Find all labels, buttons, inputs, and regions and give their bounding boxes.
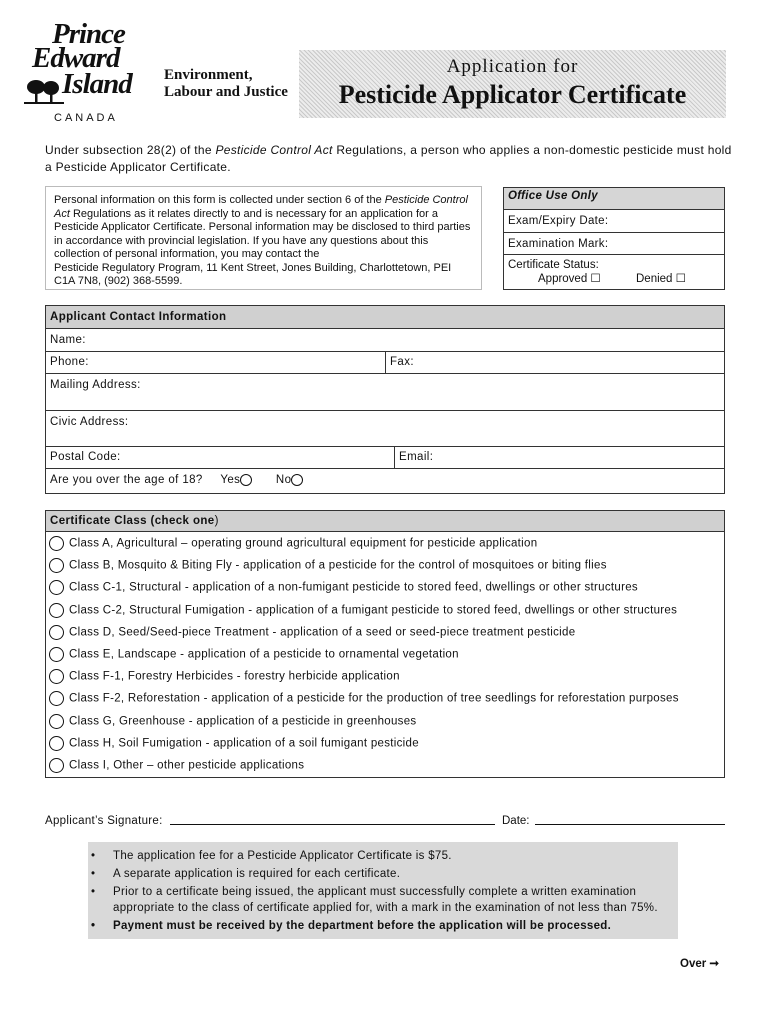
- age-yes-radio-icon[interactable]: [240, 474, 252, 486]
- class-radio-icon[interactable]: [49, 625, 64, 640]
- certificate-class-table: [45, 510, 725, 778]
- postal-email-row: [46, 447, 724, 469]
- certificate-status: [504, 255, 724, 291]
- class-radio-icon[interactable]: [49, 603, 64, 618]
- class-radio-icon[interactable]: [49, 691, 64, 706]
- class-option-label: Class I, Other – other pesticide applications: [69, 759, 305, 772]
- fax-field[interactable]: [386, 352, 418, 373]
- certificate-status-label: Certificate Status:: [508, 259, 599, 271]
- tree-logo-icon: [24, 78, 64, 106]
- class-option-label: Class F-1, Forestry Herbicides - forestry herbicide application: [69, 670, 400, 683]
- class-option-3[interactable]: [49, 603, 677, 618]
- approved-checkbox: Approved ☐: [538, 273, 601, 285]
- department-name-line2: Labour and Justice: [164, 84, 288, 100]
- phone-label: Phone:: [50, 356, 89, 368]
- title-line1: Application for: [446, 56, 579, 77]
- civic-address-field[interactable]: [46, 411, 724, 447]
- class-option-label: Class B, Mosquito & Biting Fly - application of a pesticide for the control of mosquitoes or biting flies: [69, 559, 607, 572]
- class-option-label: Class H, Soil Fumigation - application of a soil fumigant pesticide: [69, 737, 419, 750]
- date-label: Date:: [502, 815, 530, 827]
- date-line[interactable]: [535, 824, 725, 825]
- class-option-10[interactable]: [49, 758, 304, 773]
- postal-code-label: Postal Code:: [50, 451, 121, 463]
- name-row[interactable]: [46, 329, 724, 352]
- class-option-9[interactable]: [49, 736, 419, 751]
- class-option-label: Class C-1, Structural - application of a non-fumigant pesticide to stored feed, dwellings or other structures: [69, 581, 638, 594]
- note-fee: • The application fee for a Pesticide Applicator Certificate is $75.: [88, 848, 678, 864]
- office-use-heading: Office Use Only: [504, 188, 724, 210]
- civic-address-label: Civic Address:: [50, 416, 129, 428]
- class-option-0[interactable]: [49, 536, 537, 551]
- exam-expiry-field: Exam/Expiry Date:: [504, 210, 724, 233]
- office-use-box: [503, 187, 725, 290]
- phone-fax-row: [46, 352, 724, 374]
- denied-checkbox: Denied ☐: [636, 273, 686, 285]
- class-radio-icon[interactable]: [49, 647, 64, 662]
- note-payment: • Payment must be received by the department before the application will be processed.: [88, 918, 678, 934]
- age-yes-label: Yes: [220, 474, 241, 487]
- age-question: [46, 469, 307, 493]
- department-name-line1: Environment,: [164, 67, 253, 83]
- logo-text-prince: Prince: [52, 18, 125, 50]
- signature-line[interactable]: [170, 824, 495, 825]
- age-no-label: No: [275, 474, 292, 487]
- class-option-label: Class C-2, Structural Fumigation - application of a fumigant pesticide to stored feed, dwellings or other structures: [69, 604, 678, 617]
- fax-label: Fax:: [390, 356, 414, 368]
- contact-info-table: [45, 305, 725, 494]
- age-yes-option[interactable]: [220, 474, 252, 486]
- note-exam: • Prior to a certificate being issued, the applicant must successfully complete a written examination appropriate to the class of certificate applied for, with a mark in the examination of not less than 75%.: [88, 884, 678, 916]
- class-option-1[interactable]: [49, 558, 607, 573]
- class-option-6[interactable]: [49, 669, 400, 684]
- mailing-address-field[interactable]: [46, 374, 724, 411]
- logo-country: CANADA: [54, 112, 118, 124]
- notes-box: [88, 842, 678, 939]
- age-row: [46, 469, 724, 493]
- logo-text-island: Island: [62, 68, 132, 100]
- class-list: [46, 532, 724, 777]
- class-radio-icon[interactable]: [49, 580, 64, 595]
- class-option-4[interactable]: [49, 625, 575, 640]
- class-radio-icon[interactable]: [49, 536, 64, 551]
- class-radio-icon[interactable]: [49, 558, 64, 573]
- privacy-notice: Personal information on this form is collected under section 6 of the Pesticide Control Act Regulations as it relates directly to and is necessary for an application for a Pesticide Applicator Certificate. Personal information may be disclosed to third parties in accordance with provincial legislation. If you have any questions about this collection of personal information, you may contact the Pesticide Regulatory Program, 11 Kent Street, Jones Building, Charlottetown, PEI C1A 7N8, (902) 368-5599.: [45, 186, 482, 290]
- class-option-label: Class F-2, Reforestation - application of a pesticide for the production of tree seedlings for reforestation purposes: [69, 692, 679, 705]
- age-no-radio-icon[interactable]: [291, 474, 303, 486]
- email-label: Email:: [399, 451, 434, 463]
- email-field[interactable]: [395, 447, 437, 468]
- name-label: Name:: [50, 334, 86, 346]
- contact-heading-row: [46, 306, 724, 329]
- class-option-5[interactable]: [49, 647, 459, 662]
- class-heading-row: [46, 511, 724, 532]
- class-option-2[interactable]: [49, 580, 638, 595]
- age-question-label: Are you over the age of 18?: [50, 474, 203, 487]
- class-option-label: Class D, Seed/Seed-piece Treatment - application of a seed or seed-piece treatment pesticide: [69, 626, 576, 639]
- class-option-label: Class A, Agricultural – operating ground agricultural equipment for pesticide application: [69, 537, 538, 550]
- mailing-address-label: Mailing Address:: [50, 379, 141, 391]
- class-option-8[interactable]: [49, 714, 416, 729]
- class-option-7[interactable]: [49, 691, 679, 706]
- page-title: Pesticide Applicator Certificate: [338, 80, 687, 109]
- class-heading: Certificate Class (check one): [50, 515, 219, 527]
- class-option-label: Class E, Landscape - application of a pesticide to ornamental vegetation: [69, 648, 459, 661]
- over-indicator: Over ➞: [680, 958, 720, 970]
- signature-label: Applicant’s Signature:: [45, 815, 163, 827]
- age-no-option[interactable]: [276, 474, 304, 486]
- contact-heading: Applicant Contact Information: [50, 311, 227, 323]
- class-radio-icon[interactable]: [49, 758, 64, 773]
- class-option-label: Class G, Greenhouse - application of a pesticide in greenhouses: [69, 715, 417, 728]
- intro-paragraph: Under subsection 28(2) of the Pesticide Control Act Regulations, a person who applies a non-domestic pesticide must hold a Pesticide Applicator Certificate.: [45, 143, 732, 174]
- note-separate: • A separate application is required for each certificate.: [88, 866, 678, 882]
- class-radio-icon[interactable]: [49, 669, 64, 684]
- class-radio-icon[interactable]: [49, 714, 64, 729]
- postal-code-field[interactable]: [46, 447, 395, 468]
- logo-text-edward: Edward: [32, 42, 120, 74]
- class-radio-icon[interactable]: [49, 736, 64, 751]
- phone-field[interactable]: [46, 352, 386, 373]
- exam-mark-field: Examination Mark:: [504, 233, 724, 255]
